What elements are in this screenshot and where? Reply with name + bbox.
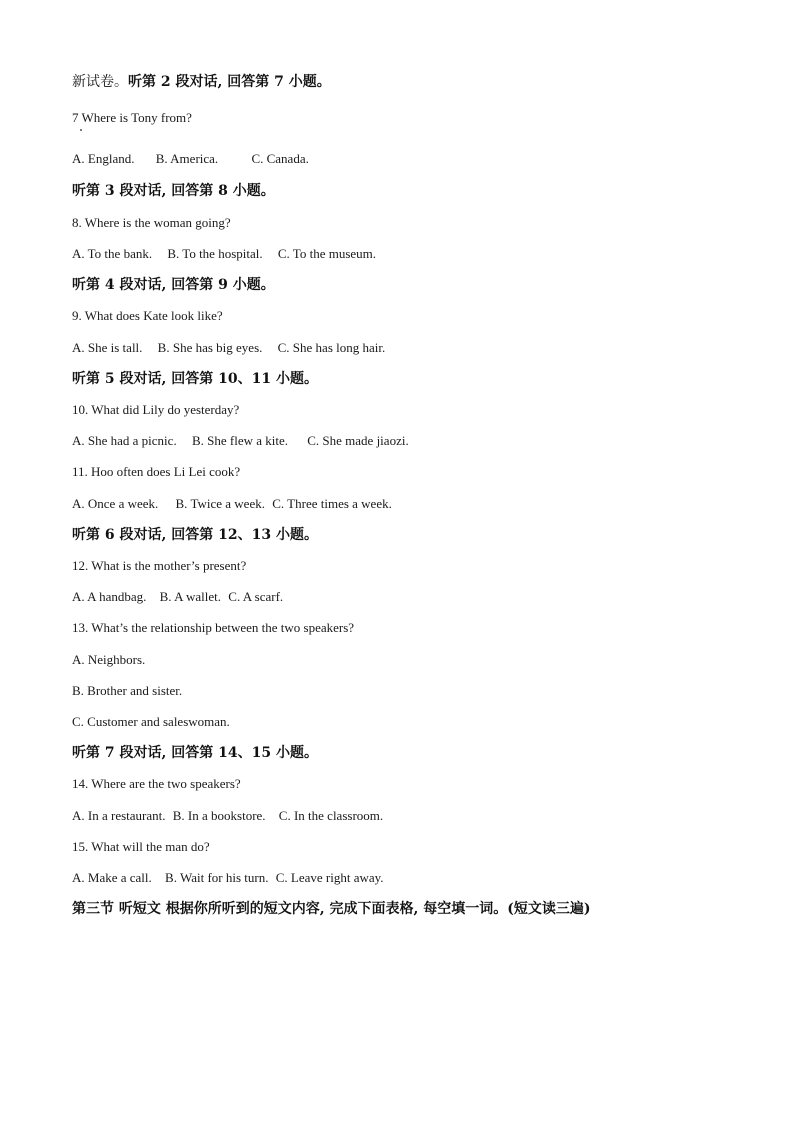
option-c: C. To the museum. (277, 246, 377, 261)
option-a: A. England. (72, 151, 135, 166)
option-13-c: C. Customer and saleswoman. (72, 714, 230, 729)
section-heading-7: 第三节 听短文 根据你所听到的短文内容, 完成下面表格, 每空填一词。(短文读三遍) (72, 901, 591, 917)
option-a: A. Once a week. (72, 496, 159, 511)
option-b: B. Twice a week. (175, 496, 265, 511)
option-c: C. Leave right away. (275, 870, 384, 885)
option-b: B. She flew a kite. (191, 433, 288, 448)
options-11 (72, 496, 392, 512)
options-9 (72, 340, 385, 356)
section-heading-6: 听第 7 段对话, 回答第 14、15 小题。 (72, 745, 318, 761)
section-heading-5: 听第 6 段对话, 回答第 12、13 小题。 (72, 527, 318, 543)
option-b: B. Wait for his turn. (165, 870, 269, 885)
section-heading-text: 听第 2 段对话, 回答第 7 小题。 (128, 74, 331, 90)
option-b: B. To the hospital. (167, 246, 263, 261)
stray-dot (80, 129, 82, 131)
section-heading-2: 听第 3 段对话, 回答第 8 小题。 (72, 183, 275, 199)
option-13-a: A. Neighbors. (72, 652, 146, 667)
option-c: C. Canada. (251, 151, 309, 166)
question-15: 15. What will the man do? (72, 839, 210, 854)
question-14: 14. Where are the two speakers? (72, 776, 241, 791)
options-7 (72, 151, 309, 167)
option-c: C. In the classroom. (278, 808, 384, 823)
option-c: C. She made jiaozi. (307, 433, 409, 448)
option-a: A. Make a call. (72, 870, 152, 885)
option-b: B. America. (155, 151, 219, 166)
option-c: C. Three times a week. (272, 496, 392, 511)
question-8: 8. Where is the woman going? (72, 215, 231, 230)
options-15 (72, 870, 384, 886)
options-14 (72, 808, 383, 824)
option-b: B. A wallet. (159, 589, 222, 604)
option-a: A. A handbag. (72, 589, 147, 604)
option-a: A. She had a picnic. (72, 433, 177, 448)
section-heading-3: 听第 4 段对话, 回答第 9 小题。 (72, 277, 275, 293)
section-heading-4: 听第 5 段对话, 回答第 10、11 小题。 (72, 371, 318, 387)
option-c: C. A scarf. (228, 589, 284, 604)
question-12: 12. What is the mother’s present? (72, 558, 247, 573)
question-13: 13. What’s the relationship between the two speakers? (72, 620, 355, 635)
question-7: 7 Where is Tony from? (72, 110, 192, 125)
option-b: B. In a bookstore. (172, 808, 266, 823)
section-heading-lead: 新试卷。 (72, 74, 128, 90)
question-9: 9. What does Kate look like? (72, 308, 223, 323)
option-a: A. To the bank. (72, 246, 153, 261)
option-b: B. She has big eyes. (157, 340, 263, 355)
option-a: A. In a restaurant. (72, 808, 166, 823)
options-10 (72, 433, 409, 449)
option-c: C. She has long hair. (277, 340, 386, 355)
option-a: A. She is tall. (72, 340, 143, 355)
option-13-b: B. Brother and sister. (72, 683, 183, 698)
options-12 (72, 589, 283, 605)
question-10: 10. What did Lily do yesterday? (72, 402, 240, 417)
question-11: 11. Hoo often does Li Lei cook? (72, 464, 241, 479)
options-8 (72, 246, 376, 262)
section-heading-1 (72, 73, 331, 91)
